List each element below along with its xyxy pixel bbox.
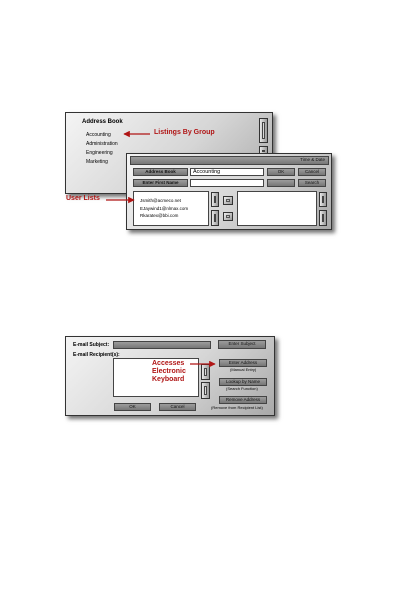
group-item-administration[interactable]: Administration	[86, 141, 118, 147]
keyboard-annotation-line3: Keyboard	[152, 376, 185, 384]
address-book-button[interactable]: Address Book	[133, 168, 188, 176]
subject-input[interactable]	[113, 341, 211, 349]
address-book-title: Address Book	[82, 119, 123, 125]
enter-address-note: (Manual Entry)	[230, 367, 257, 372]
user-item[interactable]: Jsmith@acmeco.net	[140, 198, 181, 203]
email-ok-button[interactable]: OK	[114, 403, 151, 411]
email-subject-label: E-mail Subject:	[73, 342, 110, 348]
keyboard-annotation-line2: Electronic	[152, 368, 186, 376]
user-list-panel	[126, 153, 332, 230]
ok-button[interactable]: OK	[267, 168, 295, 176]
enter-address-button[interactable]: Enter Address	[219, 359, 267, 367]
group-item-marketing[interactable]: Marketing	[86, 159, 108, 165]
lookup-note: (Search Function)	[226, 386, 258, 391]
group-item-accounting[interactable]: Accounting	[86, 132, 111, 138]
top-bar	[130, 156, 329, 165]
listings-by-group-annotation: Listings By Group	[154, 129, 215, 136]
remove-address-button[interactable]: Remove Address	[219, 396, 267, 404]
group-scroll-up-button[interactable]	[259, 118, 268, 143]
remove-note: (Remove from Recipient List)	[211, 405, 263, 410]
add-user-button[interactable]	[223, 196, 233, 205]
first-name-input[interactable]	[190, 179, 264, 187]
selected-scroll-down[interactable]	[319, 210, 327, 226]
keyboard-annotation-line1: Accesses	[152, 360, 185, 367]
recipient-scroll-up[interactable]	[201, 364, 210, 380]
user-list-box	[133, 191, 209, 226]
blank-button[interactable]	[267, 179, 295, 187]
user-list-scroll-down[interactable]	[211, 210, 219, 226]
user-lists-annotation: User Lists	[66, 195, 100, 202]
group-item-engineering[interactable]: Engineering	[86, 150, 113, 156]
enter-first-name-button[interactable]: Enter First Name	[133, 179, 188, 187]
selected-scroll-up[interactable]	[319, 192, 327, 207]
recipient-scroll-down[interactable]	[201, 382, 210, 399]
user-item[interactable]: Rkaratex@bbi.com	[140, 213, 179, 219]
email-recipients-label: E-mail Recipient(s):	[73, 352, 120, 358]
remove-user-button[interactable]	[223, 212, 233, 221]
group-select[interactable]: Accounting	[190, 168, 264, 176]
lookup-by-name-button[interactable]: Lookup by Name	[219, 378, 267, 386]
time-date-label: Time & Date	[300, 157, 325, 163]
user-list-scroll-up[interactable]	[211, 192, 219, 207]
email-cancel-button[interactable]: Cancel	[159, 403, 196, 411]
cancel-button[interactable]: Cancel	[298, 168, 326, 176]
selected-users-box	[237, 191, 317, 226]
enter-subject-button[interactable]: Enter Subject	[218, 340, 266, 349]
keyboard-annotation	[152, 360, 186, 384]
search-button[interactable]: Search	[298, 179, 326, 187]
user-item[interactable]: EJaywind1@nlmax.com	[140, 205, 189, 211]
